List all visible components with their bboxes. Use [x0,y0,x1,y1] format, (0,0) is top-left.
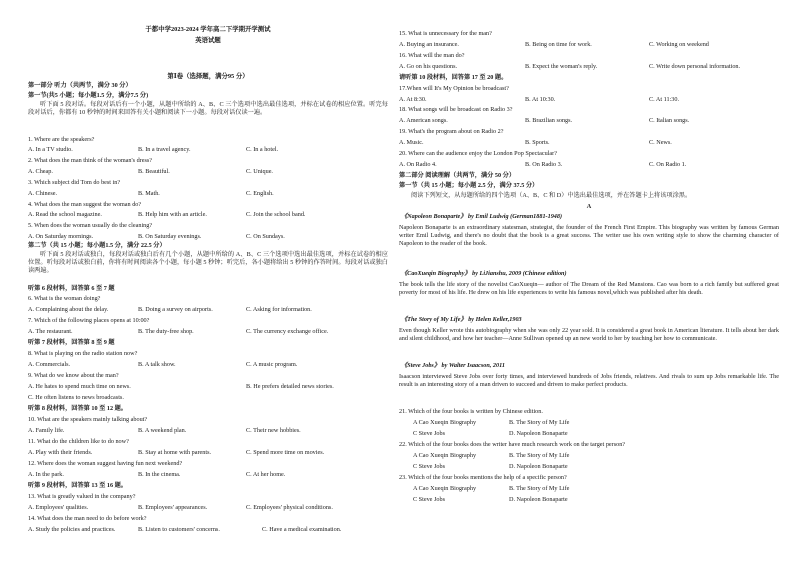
section2-instructions: 听下面 5 段对话或独白，每段对话或独白后有几个小题，从题中所给的 A、B、C 三个选项中选出最佳选项，并标在试卷的相应位置。听每段对话或独白前，你将有时间阅读各个小题，每小题 5 秒钟；听完后，各小题将给出 5 秒钟的作答时间。每段对话或独白读两遍。 [28,251,388,274]
option-a[interactable]: A Cao Xueqin Biography [413,485,477,492]
option-a[interactable]: A. In a TV studio. [28,146,73,153]
option-b[interactable]: B. He prefers detailed news stories. [246,383,334,390]
question-20: 20. Where can the audience enjoy the London Pop Spectacular? [399,150,557,157]
option-c[interactable]: C Steve Jobs [413,430,445,437]
option-a[interactable]: A. Play with their friends. [28,449,93,456]
option-c[interactable]: C. Italian songs. [649,117,690,124]
option-a[interactable]: A Cao Xueqin Biography [413,419,477,426]
option-c[interactable]: C. Spend more time on movies. [246,449,325,456]
option-b[interactable]: B. Help him with an article. [138,211,207,218]
option-b[interactable]: B. Expect the woman's reply. [525,63,598,70]
option-c[interactable]: C. Working on weekend [649,41,709,48]
option-c[interactable]: C. News. [649,139,672,146]
option-a[interactable]: A. Go on his questions. [399,63,458,70]
section1-heading: 第一节(共5 小题；每小题1.5 分，满分7.5 分) [28,92,149,99]
option-a[interactable]: A. Study the policies and practices. [28,526,116,533]
option-b[interactable]: B. Stay at home with parents. [138,449,212,456]
question-6: 6. What is the woman doing? [28,295,101,302]
option-a[interactable]: A. American songs. [399,117,448,124]
question-15: 15. What is unnecessary for the man? [399,30,492,37]
reading-section1-heading: 第一节（共 15 小题；每小题 2.5 分，满分 37.5 分） [399,182,539,189]
book3-title: 《The Story of My Life》 by Helen Keller,1903 [401,316,522,323]
question-7: 7. Which of the following places opens at 10:00? [28,317,150,324]
option-b[interactable]: B. The Story of My Life [509,419,570,426]
option-a[interactable]: A. Family life. [28,427,65,434]
option-c[interactable]: C Steve Jobs [413,463,445,470]
question-22: 22. Which of the four books does the writer have much research work on the target person? [399,441,626,448]
option-d[interactable]: D. Napoleon Bonaparte [509,430,568,437]
option-b[interactable]: B. Math. [138,190,160,197]
part1-heading: 第Ⅰ卷（选择题，满分95 分） [167,73,249,80]
book4-title: 《Steve Jobs》 by Walter Isaacson, 2011 [401,362,505,369]
question-4: 4. What does the man suggest the woman do? [28,201,142,208]
question-1: 1. Where are the speakers? [28,136,95,143]
option-c[interactable]: C. He often listens to news broadcasts. [28,394,124,401]
option-b[interactable]: B. Employees' appearances. [138,504,208,511]
listening-heading: 第一部分 听力（共两节，满分 30 分） [28,82,132,89]
option-a[interactable]: A. At 8:30. [399,96,427,103]
material-10-heading: 请听第 10 段材料，回答第 17 至 20 题。 [399,74,508,81]
book2-title: 《CaoXueqin Biography》 by LiJianshu, 2009 (Chinese edition) [401,270,567,277]
option-c[interactable]: C. Their new hobbies. [246,427,301,434]
option-a[interactable]: A. The restaurant. [28,328,73,335]
option-c[interactable]: C. On Radio 1. [649,161,687,168]
option-b[interactable]: B. In the cinema. [138,471,181,478]
material-6-heading: 听第 6 段材料，回答第 6 至 7 题 [28,285,115,292]
question-2: 2. What does the man think of the woman's dress? [28,157,153,164]
question-13: 13. What is greatly valued in the company? [28,493,136,500]
question-3: 3. Which subject did Tom do best in? [28,179,121,186]
question-19: 19. What's the program about on Radio 2? [399,128,504,135]
section2-heading: 第二节（共 15 小题；每小题1.5 分，满分 22.5 分） [28,242,166,249]
question-8: 8. What is playing on the radio station now? [28,350,138,357]
option-a[interactable]: A. Employees' qualities. [28,504,89,511]
question-11: 11. What do the children like to do now? [28,438,129,445]
material-7-heading: 听第 7 段材料，回答第 8 至 9 题 [28,339,115,346]
question-12: 12. Where does the woman suggest having fun next weekend? [28,460,183,467]
option-c[interactable]: C. Write down personal information. [649,63,741,70]
option-c[interactable]: C. Unique. [246,168,273,175]
option-b[interactable]: B. Being on time for work. [525,41,592,48]
option-a[interactable]: A. He hates to spend much time on news. [28,383,131,390]
option-b[interactable]: B. In a travel agency. [138,146,191,153]
option-a[interactable]: A. Read the school magazine. [28,211,102,218]
question-5: 5. When does the woman usually do the cleaning? [28,222,153,229]
option-c[interactable]: C. Employees' physical conditions. [246,504,333,511]
option-b[interactable]: B. On Radio 3. [525,161,563,168]
option-a[interactable]: A. Complaining about the delay. [28,306,109,313]
exam-title: 于都中学2023-2024 学年高二下学期开学测试 [145,26,271,33]
option-c[interactable]: C. At 11:30. [649,96,680,103]
option-a[interactable]: A. Cheap. [28,168,53,175]
option-c[interactable]: C. English. [246,190,274,197]
option-b[interactable]: B. The Story of My Life [509,485,570,492]
question-16: 16. What will the man do? [399,52,465,59]
option-c[interactable]: C. Join the school band. [246,211,306,218]
option-b[interactable]: B. A weekend plan. [138,427,187,434]
question-9: 9. What do we know about the man? [28,372,119,379]
option-b[interactable]: B. Doing a survey on airports. [138,306,213,313]
option-b[interactable]: B. At 10:30. [525,96,556,103]
question-14: 14. What does the man need to do before work? [28,515,147,522]
option-a[interactable]: A. Buying an insurance. [399,41,459,48]
option-b[interactable]: B. The Story of My Life [509,452,570,459]
material-9-heading: 听第 9 段材料，回答第 13 至 16 题。 [28,482,127,489]
reading-heading: 第二部分 阅读理解（共两节，满分 50 分） [399,172,516,179]
book2-text: The book tells the life story of the novelist CaoXueqin— author of The Dream of the Red Mansions. Cao was born to a rich family but suffered great poverty for most of his life. He drew on his life experiences to write his famous novel,which was published after his death. [399,281,779,296]
option-c[interactable]: C. A music program. [246,361,298,368]
book1-title: 《Napoleon Bonaparte》 by Emil Ludwig (German1881-1948) [401,213,563,220]
option-d[interactable]: D. Napoleon Bonaparte [509,496,568,503]
option-a[interactable]: A. Music. [399,139,424,146]
option-c[interactable]: C. In a hotel. [246,146,279,153]
reading-instructions: 阅读下列短文，从每题所给的四个选项（A、B、C 和 D）中选出最佳选项，并在答题卡上将该项涂黑。 [411,192,692,199]
passage-letter: A [586,203,592,210]
option-c[interactable]: C. Asking for information. [246,306,312,313]
option-b[interactable]: B. Sports. [525,139,550,146]
option-a[interactable]: A Cao Xueqin Biography [413,452,477,459]
option-d[interactable]: D. Napoleon Bonaparte [509,463,568,470]
option-a[interactable]: A. In the park. [28,471,64,478]
option-b[interactable]: B. The duty-free shop. [138,328,194,335]
option-a[interactable]: A. Chinese. [28,190,58,197]
option-b[interactable]: B. Brazilian songs. [525,117,573,124]
question-17: 17.When will It's My Opinion be broadcast? [399,85,509,92]
book4-text: Isaacson interviewed Steve Jobs over forty times, and interviewed hundreds of Jobs friends, relatives. And rivals to sum up Jobs remarkable life. The result is an interesting story of a man driven to succeed and driven to make perfect products. [399,373,779,388]
option-c[interactable]: C. On Sundays. [246,233,285,240]
option-c[interactable]: C. At her home. [246,471,286,478]
option-c[interactable]: C. The currency exchange office. [246,328,329,335]
option-b[interactable]: B. Beautiful. [138,168,170,175]
question-21: 21. Which of the four books is written by Chinese edition. [399,408,543,415]
question-23: 23. Which of the four books mentions the help of a specific person? [399,474,567,481]
option-a[interactable]: A. On Radio 4. [399,161,437,168]
material-8-heading: 听第 8 段材料，回答第 10 至 12 题。 [28,405,127,412]
question-10: 10. What are the speakers mainly talking about? [28,416,148,423]
option-b[interactable]: B. On Saturday evenings. [138,233,202,240]
question-18: 18. What songs will be broadcast on Radio 3? [399,106,513,113]
book1-text: Napoleon Bonaparte is an extraordinary statesman, strategist, the founder of the French First Empire. This biography was written by famous German writer Emil Ludwig, and there's no doubt that the book is a great success. The writer use his own writing style to show the charming character of Napoleon to the reader of the book. [399,224,779,247]
exam-subtitle: 英语试题 [195,37,221,44]
section1-instructions: 听下面 5 段对话。每段对话后有一个小题，从题中所给的 A、B、C 三个选项中选出最佳选项，并标在试卷的相应位置。听完每段对话后，你都有 10 秒钟的时间来回答有关小题和阅读下一小题。每段对话仅读一遍。 [28,101,388,116]
option-b[interactable]: B. Listen to customers' concerns. [138,526,220,533]
option-a[interactable]: A. Commercials. [28,361,71,368]
book3-text: Even though Keller wrote this autobiography when she was only 22 year sold. It is considered a great book in American literature. It tells about her dark and silent childhood, and how her teacher—Anne Sullivan opened up an new world to her by teaching her how to communicate. [399,327,779,342]
option-c[interactable]: C. Have a medical examination. [262,526,342,533]
option-b[interactable]: B. A talk show. [138,361,176,368]
option-a[interactable]: A. On Saturday mornings. [28,233,94,240]
option-c[interactable]: C Steve Jobs [413,496,445,503]
